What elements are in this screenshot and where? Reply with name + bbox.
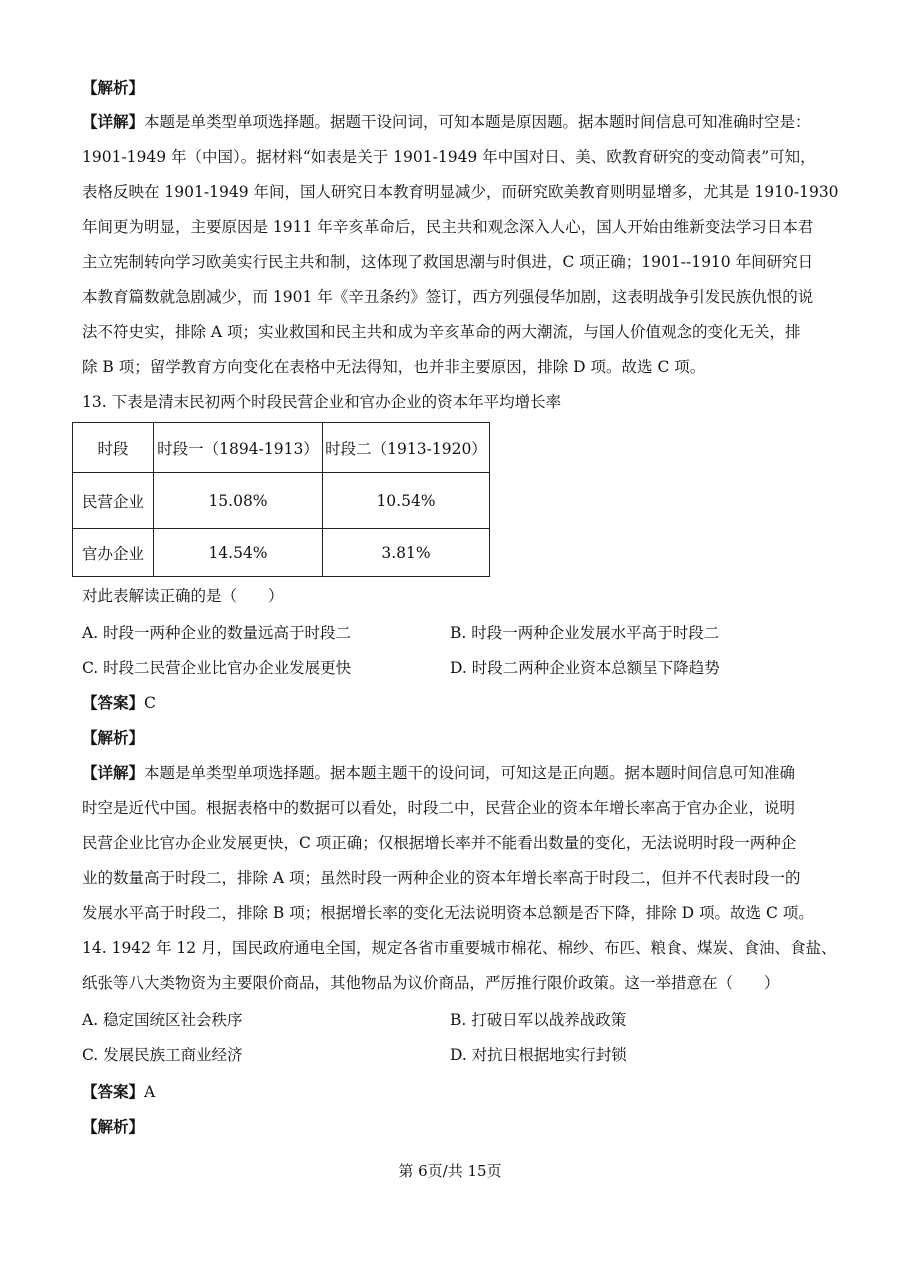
detail-line: 民营企业比官办企业发展更快，C 项正确；仅根据增长率并不能看出数量的变化，无法说明时段一两种企 xyxy=(82,834,797,852)
table-cell: 14.54% xyxy=(154,529,323,577)
analysis-label: 【解析】 xyxy=(82,78,145,97)
table-row xyxy=(73,473,490,529)
q13-answer xyxy=(82,693,156,713)
detail-line: 表格反映在 1901-1949 年间，国人研究日本教育明显减少，而研究欧美教育则明显增多，尤其是 1910-1930 xyxy=(82,183,839,201)
detail-line: 除 B 项；留学教育方向变化在表格中无法得知，也并非主要原因，排除 D 项。故选 C 项。 xyxy=(82,358,706,376)
table-header-row xyxy=(73,423,490,473)
q14-option-d: D. 对抗日根据地实行封锁 xyxy=(450,1046,627,1064)
growth-rate-table xyxy=(72,422,490,577)
detail-line: 年间更为明显，主要原因是 1911 年辛亥革命后，民主共和观念深入人心，国人开始由维新变法学习日本君 xyxy=(82,218,814,236)
q13-option-d: D. 时段二两种企业资本总额呈下降趋势 xyxy=(450,659,720,677)
page-footer: 第 6页/共 15页 xyxy=(398,1162,502,1180)
detail-line: 【详解】本题是单类型单项选择题。据题干设问词，可知本题是原因题。据本题时间信息可知准确时空是： xyxy=(82,112,811,131)
table-header-cell: 时段一（1894-1913） xyxy=(154,423,323,473)
answer-value: C xyxy=(144,694,156,712)
detail-line: 主立宪制转向学习欧美实行民主共和制，这体现了救国思潮与时俱进，C 项正确；1901--1910 年间研究日 xyxy=(82,253,814,271)
detail-line: 法不符史实，排除 A 项；实业救国和民主共和成为辛亥革命的两大潮流，与国人价值观念的变化无关，排 xyxy=(82,323,801,341)
table-cell: 民营企业 xyxy=(73,473,154,529)
detail-label: 【详解】 xyxy=(82,763,145,782)
q13-option-a: A. 时段一两种企业的数量远高于时段二 xyxy=(82,624,352,642)
analysis-label: 【解析】 xyxy=(82,1117,145,1136)
table-cell: 10.54% xyxy=(323,473,490,529)
detail-line: 本教育篇数就急剧减少，而 1901 年《辛丑条约》签订，西方列强侵华加剧，这表明战争引发民族仇恨的说 xyxy=(82,288,814,306)
q13-option-c: C. 时段二民营企业比官办企业发展更快 xyxy=(82,659,352,677)
q14-option-c: C. 发展民族工商业经济 xyxy=(82,1046,243,1064)
answer-label: 【答案】 xyxy=(82,693,145,712)
table-row xyxy=(73,529,490,577)
detail-line: 时空是近代中国。根据表格中的数据可以看处，时段二中，民营企业的资本年增长率高于官办企业，说明 xyxy=(82,799,796,817)
table-cell: 官办企业 xyxy=(73,529,154,577)
detail-line: 业的数量高于时段二，排除 A 项；虽然时段一两种企业的资本年增长率高于时段二，但并不代表时段一的 xyxy=(82,869,801,887)
q14-option-a: A. 稳定国统区社会秩序 xyxy=(82,1011,243,1029)
answer-value: A xyxy=(144,1083,156,1101)
q14-stem: 14. 1942 年 12 月，国民政府通电全国，规定各省市重要城市棉花、棉纱、布匹、粮食、煤炭、食油、食盐、 xyxy=(82,939,837,957)
detail-line: 发展水平高于时段二，排除 B 项；根据增长率的变化无法说明资本总额是否下降，排除 D 项。故选 C 项。 xyxy=(82,904,814,922)
table-cell: 3.81% xyxy=(323,529,490,577)
table-cell: 15.08% xyxy=(154,473,323,529)
detail-line: 【详解】本题是单类型单项选择题。据本题主题干的设问词，可知这是正向题。据本题时间信息可知准确 xyxy=(82,763,796,782)
analysis-label: 【解析】 xyxy=(82,728,145,747)
q13-option-b: B. 时段一两种企业发展水平高于时段二 xyxy=(450,624,720,642)
q13-stem: 13. 下表是清末民初两个时段民营企业和官办企业的资本年平均增长率 xyxy=(82,393,562,411)
table-header-cell: 时段二（1913-1920） xyxy=(323,423,490,473)
answer-label: 【答案】 xyxy=(82,1082,145,1101)
q13-question: 对此表解读正确的是（ ） xyxy=(82,587,284,605)
q14-answer xyxy=(82,1082,155,1102)
detail-label: 【详解】 xyxy=(82,112,145,131)
table-header-cell: 时段 xyxy=(73,423,154,473)
q14-option-b: B. 打破日军以战养战政策 xyxy=(450,1011,627,1029)
detail-line: 1901-1949 年（中国）。据材料“如表是关于 1901-1949 年中国对日、美、欧教育研究的变动简表”可知， xyxy=(82,148,816,166)
q14-stem: 纸张等八大类物资为主要限价商品，其他物品为议价商品，严厉推行限价政策。这一举措意在（ ） xyxy=(82,974,780,992)
